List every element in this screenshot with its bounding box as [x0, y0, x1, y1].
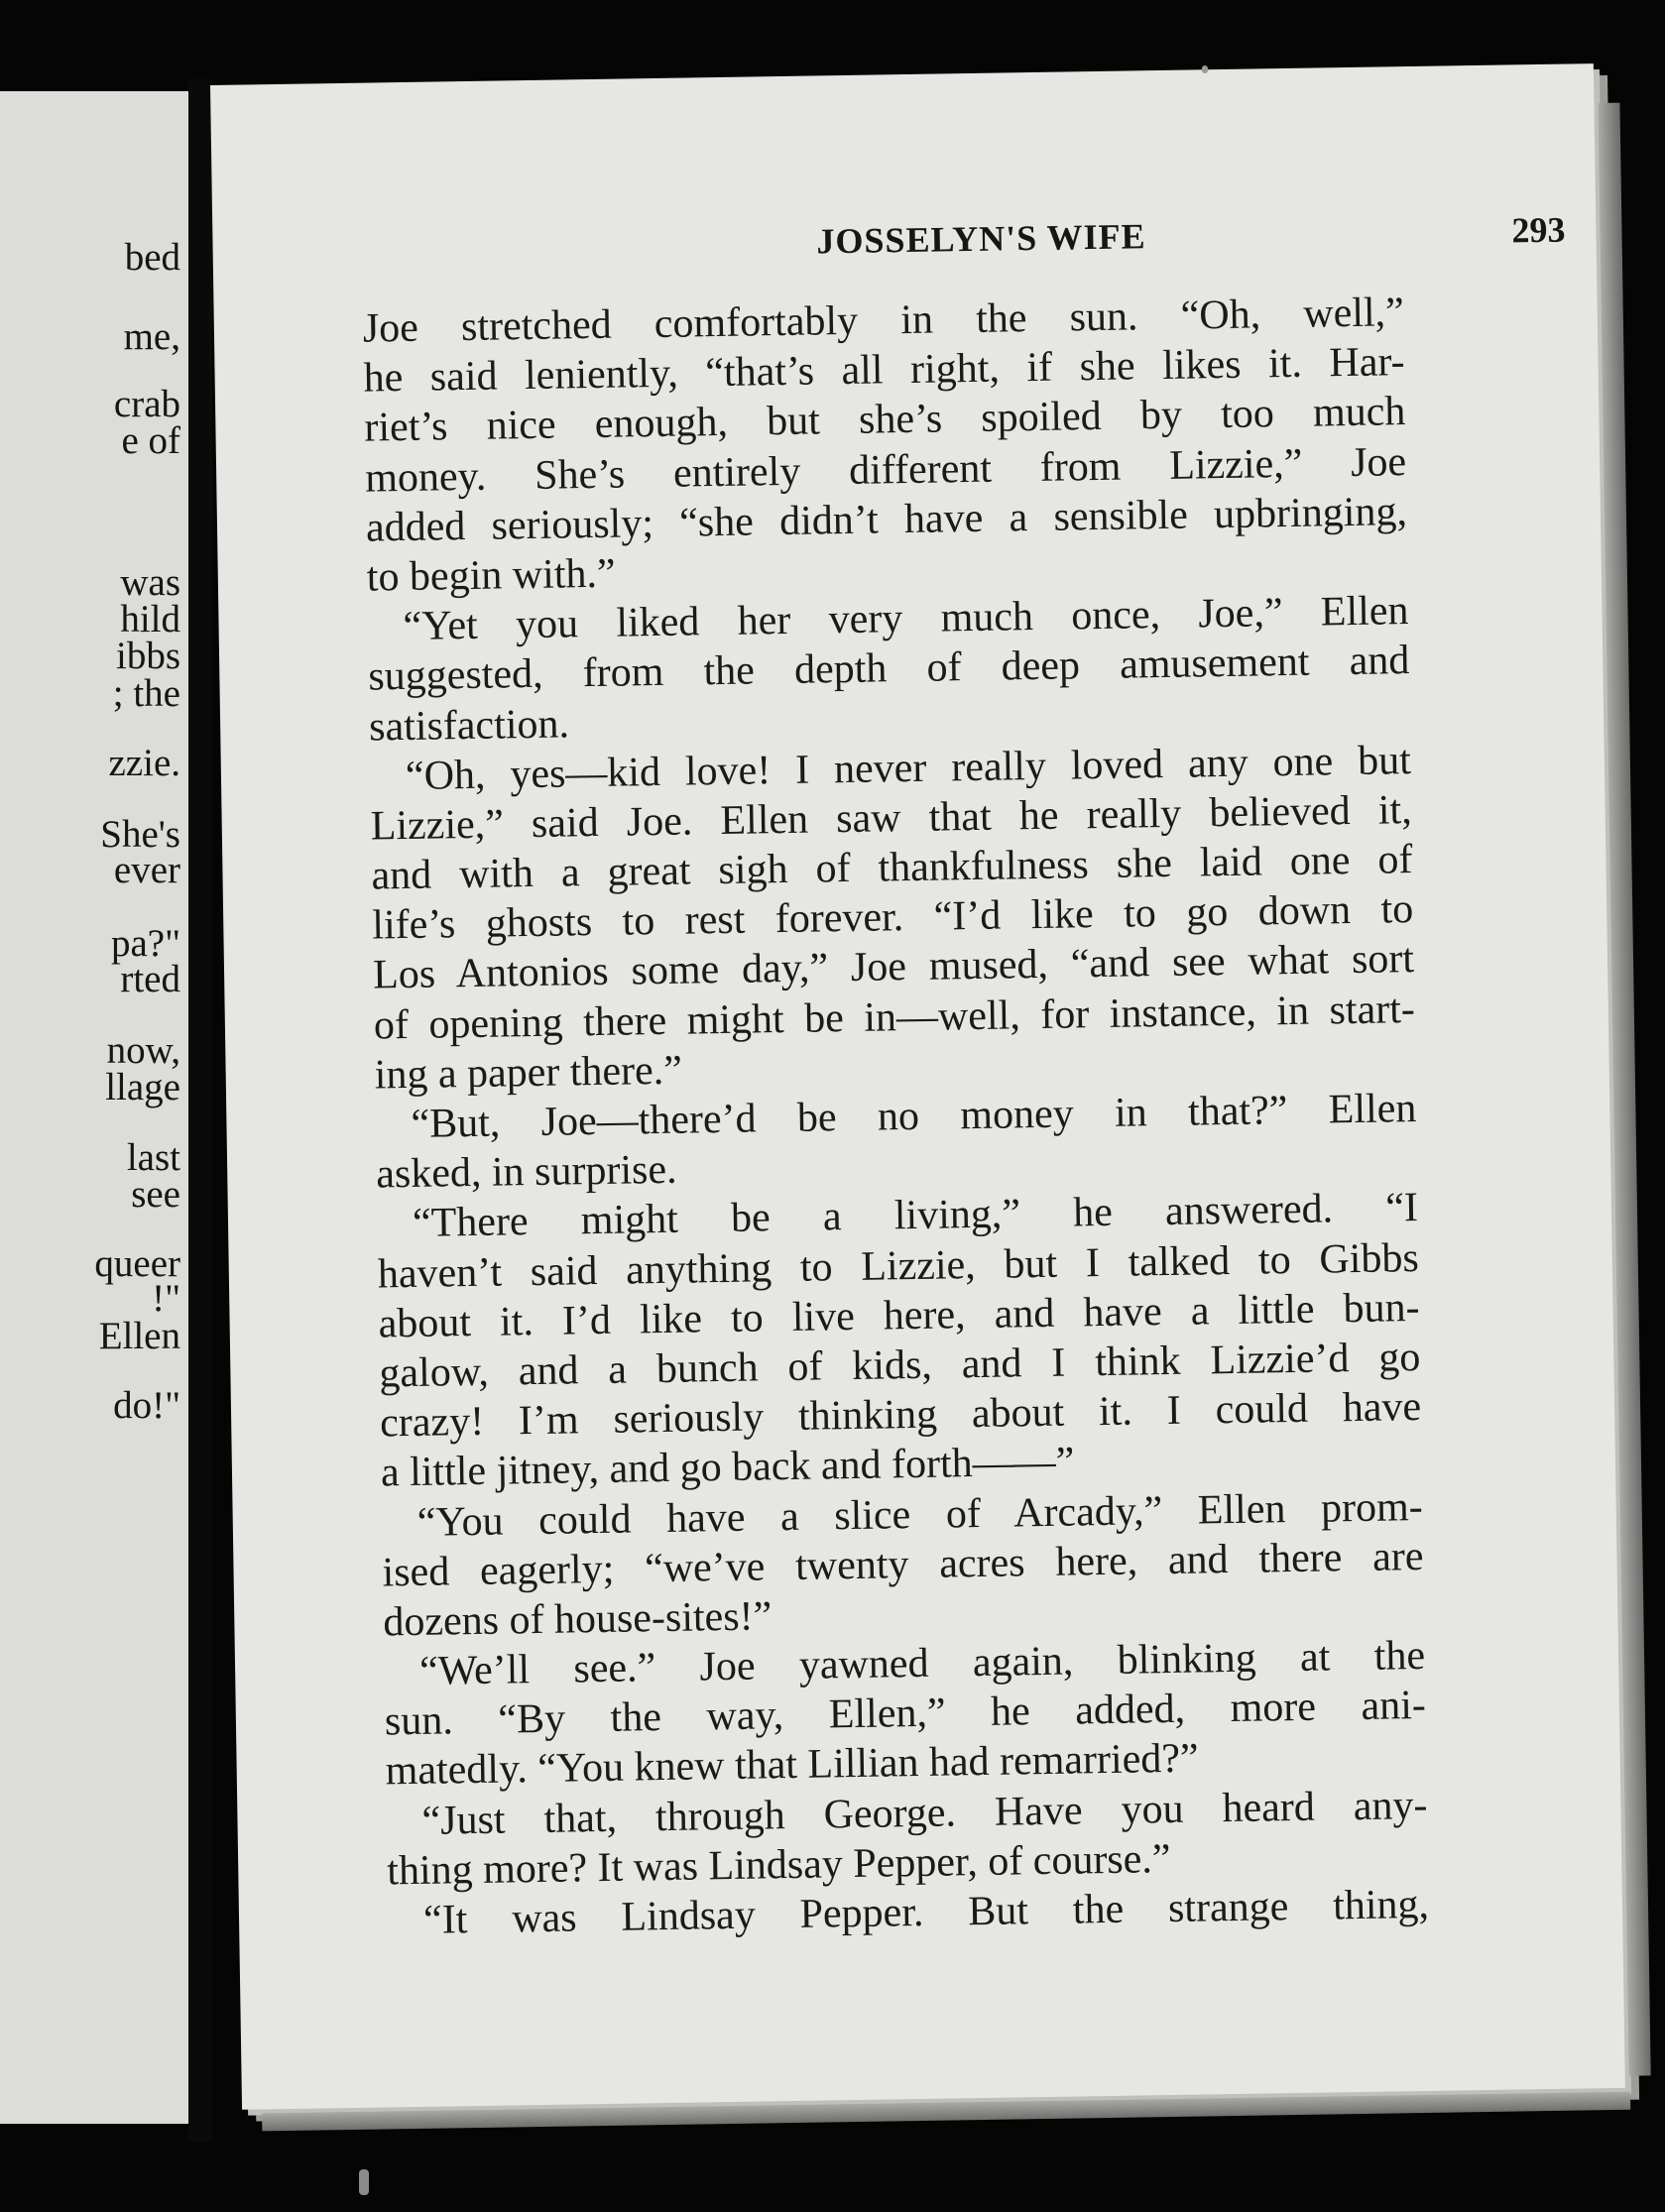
- text-line: “Yet you liked her very much once, Joe,” Ellen: [403, 588, 1409, 650]
- previous-page-line: now,: [106, 1029, 180, 1072]
- previous-page-line: crab: [113, 383, 180, 425]
- text-line: dozens of house-sites!”: [383, 1593, 773, 1646]
- previous-page-line: me,: [123, 315, 180, 358]
- running-head: [361, 208, 1602, 278]
- text-line: “Just that, through George. Have you heard any-: [421, 1782, 1428, 1844]
- previous-page-line: see: [131, 1173, 180, 1216]
- text-line: sun. “By the way, Ellen,” he added, more ani-: [384, 1683, 1427, 1745]
- previous-page-line: bed: [124, 236, 180, 279]
- text-line: satisfaction.: [368, 700, 570, 751]
- text-line: haven’t said anything to Lizzie, but I talked to Gibbs: [377, 1234, 1420, 1298]
- text-line: about it. I’d like to live here, and have a little bun-: [378, 1284, 1420, 1347]
- text-line: “But, Joe—there’d be no money in that?” Ellen: [411, 1086, 1417, 1147]
- text-line: added seriously; “she didn’t have a sensible upbringing,: [365, 488, 1408, 551]
- previous-page-line: Ellen: [98, 1315, 180, 1357]
- text-line: matedly. “You knew that Lillian had remarried?”: [385, 1735, 1199, 1795]
- text-line: life’s ghosts to rest forever. “I’d like to go down to: [371, 886, 1414, 949]
- page-number: 293: [1511, 209, 1566, 251]
- previous-page-line: was: [120, 561, 180, 604]
- text-line: money. She’s entirely different from Lizzie,” Joe: [364, 438, 1407, 502]
- previous-page-line: ibbs: [115, 635, 180, 677]
- previous-page-line: rted: [120, 958, 180, 1000]
- text-line: thing more? It was Lindsay Pepper, of course.”: [386, 1835, 1171, 1895]
- text-line: “We’ll see.” Joe yawned again, blinking at the: [418, 1633, 1426, 1694]
- text-line: to begin with.”: [366, 550, 616, 601]
- previous-page-fragment: [0, 91, 188, 2124]
- text-line: “You could have a slice of Arcady,” Ellen prom-: [416, 1483, 1424, 1546]
- page-edge: [1598, 103, 1650, 2076]
- text-line: Lizzie,” said Joe. Ellen saw that he really believed it,: [370, 786, 1412, 850]
- previous-page-line: e of: [121, 419, 180, 462]
- book-gutter: [188, 79, 212, 2142]
- text-line: crazy! I’m seriously thinking about it. I could have: [379, 1384, 1422, 1447]
- body-text: [362, 288, 1429, 1945]
- text-line: a little jitney, and go back and forth——”: [380, 1439, 1075, 1496]
- previous-page-line: do!": [113, 1384, 180, 1427]
- text-line: he said leniently, “that’s all right, if she likes it. Har-: [363, 339, 1405, 402]
- previous-page-line: !": [152, 1277, 180, 1320]
- previous-page-line: ever: [113, 849, 180, 891]
- running-title: JOSSELYN'S WIFE: [816, 216, 1146, 262]
- text-line: galow, and a bunch of kids, and I think Lizzie’d go: [379, 1334, 1421, 1397]
- previous-page-line: last: [126, 1136, 180, 1179]
- text-line: of opening there might be in—well, for instance, in start-: [373, 986, 1416, 1049]
- page-bottom-edge: [262, 2092, 1630, 2132]
- text-line: suggested, from the depth of deep amusement and: [368, 638, 1410, 700]
- previous-page-line: zzie.: [108, 742, 180, 784]
- text-line: ing a paper there.”: [374, 1047, 683, 1099]
- previous-page-line: ; the: [112, 672, 180, 715]
- text-line: Los Antonios some day,” Joe mused, “and see what sort: [372, 936, 1415, 998]
- previous-page-line: llage: [105, 1066, 180, 1108]
- text-line: riet’s nice enough, but she’s spoiled by too much: [364, 389, 1406, 451]
- text-line: “It was Lindsay Pepper. But the strange thing,: [422, 1881, 1430, 1943]
- scan-speck: [1202, 65, 1208, 73]
- text-line: Joe stretched comfortably in the sun. “Oh, well,”: [362, 290, 1405, 352]
- scan-speck: [359, 2169, 369, 2195]
- text-line: “There might be a living,” he answered. “I: [412, 1185, 1419, 1247]
- previous-page-line: pa?": [110, 922, 180, 965]
- previous-page-line: She's: [100, 813, 180, 856]
- previous-page-line: hild: [120, 598, 180, 640]
- book-page: [210, 63, 1625, 2110]
- text-line: asked, in surprise.: [375, 1146, 677, 1198]
- text-line: “Oh, yes—kid love! I never really loved any one but: [405, 737, 1412, 799]
- text-line: and with a great sigh of thankfulness she laid one of: [371, 837, 1413, 899]
- previous-page-line: queer: [94, 1242, 180, 1285]
- text-line: ised eagerly; “we’ve twenty acres here, and there are: [382, 1533, 1424, 1596]
